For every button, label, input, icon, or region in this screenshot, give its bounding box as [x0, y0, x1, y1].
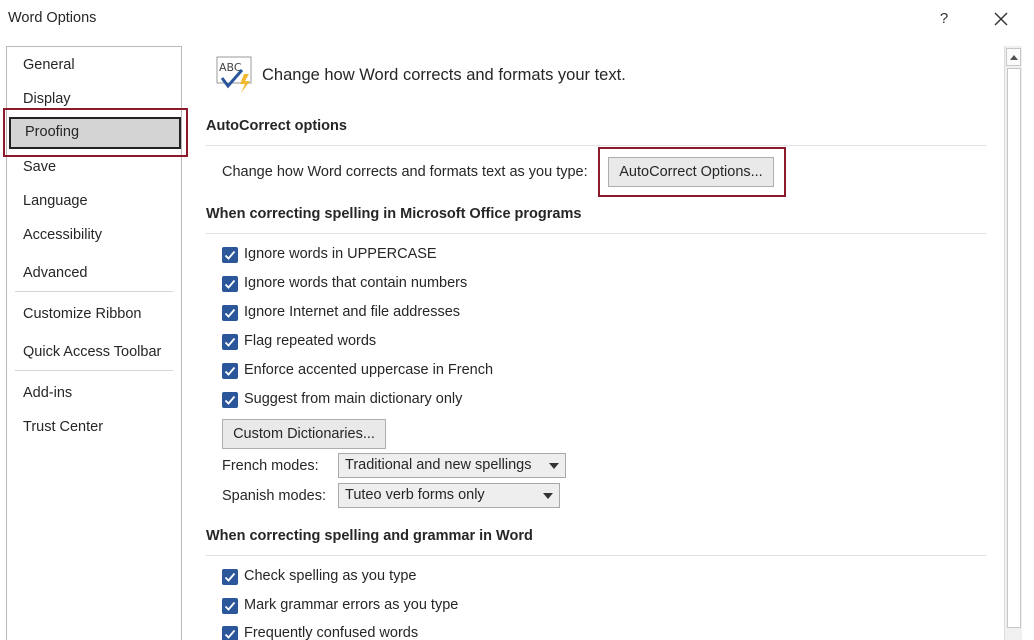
- checkbox-label: Check spelling as you type: [244, 568, 417, 584]
- checkbox-checked-icon: [222, 392, 238, 408]
- checkbox-checked-icon: [222, 598, 238, 614]
- window-title: Word Options: [8, 10, 97, 26]
- section-divider: [206, 233, 986, 234]
- svg-text:ABC: ABC: [219, 61, 242, 74]
- section-divider: [206, 145, 986, 146]
- checkbox-checked-icon: [222, 626, 238, 640]
- autocorrect-label: Change how Word corrects and formats text as you type:: [222, 164, 588, 180]
- nav-divider: [15, 291, 173, 292]
- nav-item-general[interactable]: General: [23, 57, 75, 73]
- checkbox-checked-icon: [222, 247, 238, 263]
- word-spelling-section-title: When correcting spelling and grammar in Word: [206, 528, 533, 544]
- close-button[interactable]: [986, 6, 1016, 32]
- checkbox-label: Mark grammar errors as you type: [244, 597, 459, 613]
- nav-item-accessibility[interactable]: Accessibility: [23, 227, 102, 243]
- options-nav: [6, 46, 182, 640]
- french-modes-select[interactable]: [338, 453, 566, 478]
- nav-item-quick-access-toolbar[interactable]: Quick Access Toolbar: [23, 344, 162, 360]
- page-header: Change how Word corrects and formats your text.: [262, 66, 626, 84]
- checkbox-checked-icon: [222, 363, 238, 379]
- checkbox-label: Flag repeated words: [244, 333, 377, 349]
- checkbox-checked-icon: [222, 334, 238, 350]
- office-spelling-section-title: When correcting spelling in Microsoft Office programs: [206, 206, 582, 222]
- checkbox-label: Ignore words in UPPERCASE: [244, 246, 437, 262]
- checkbox-label: Frequently confused words: [244, 625, 419, 640]
- vertical-scrollbar[interactable]: [1004, 46, 1022, 640]
- dropdown-arrow-icon: [549, 463, 559, 469]
- title-bar: [0, 0, 1034, 40]
- nav-item-trust-center[interactable]: Trust Center: [23, 419, 104, 435]
- checkbox-checked-icon: [222, 305, 238, 321]
- spanish-modes-select[interactable]: [338, 483, 560, 508]
- abc-check-icon: [216, 56, 254, 94]
- scroll-thumb[interactable]: [1007, 68, 1021, 628]
- nav-item-save[interactable]: Save: [23, 159, 57, 175]
- nav-item-add-ins[interactable]: Add-ins: [23, 385, 73, 401]
- spanish-modes-value: Tuteo verb forms only: [345, 487, 485, 503]
- checkbox-label: Enforce accented uppercase in French: [244, 362, 494, 378]
- checkbox-checked-icon: [222, 276, 238, 292]
- french-modes-label: French modes:: [222, 458, 319, 474]
- spanish-modes-label: Spanish modes:: [222, 488, 326, 504]
- nav-item-language[interactable]: Language: [23, 193, 88, 209]
- nav-item-customize-ribbon[interactable]: Customize Ribbon: [23, 306, 142, 322]
- checkbox-label: Suggest from main dictionary only: [244, 391, 463, 407]
- nav-item-display[interactable]: Display: [23, 91, 71, 107]
- help-button[interactable]: ?: [939, 10, 949, 27]
- french-modes-value: Traditional and new spellings: [345, 457, 532, 473]
- checkbox-checked-icon: [222, 569, 238, 585]
- nav-divider: [15, 370, 173, 371]
- autocorrect-section-title: AutoCorrect options: [206, 118, 347, 134]
- checkbox-label: Ignore words that contain numbers: [244, 275, 468, 291]
- nav-item-proofing[interactable]: Proofing: [9, 117, 181, 149]
- section-divider: [206, 555, 986, 556]
- nav-item-advanced[interactable]: Advanced: [23, 265, 88, 281]
- dropdown-arrow-icon: [543, 493, 553, 499]
- autocorrect-options-button[interactable]: AutoCorrect Options...: [608, 157, 774, 187]
- custom-dictionaries-button[interactable]: Custom Dictionaries...: [222, 419, 386, 449]
- scroll-up-arrow-icon[interactable]: [1006, 48, 1021, 66]
- proofing-panel: [190, 46, 1000, 640]
- checkbox-label: Ignore Internet and file addresses: [244, 304, 461, 320]
- close-icon: [986, 6, 1016, 32]
